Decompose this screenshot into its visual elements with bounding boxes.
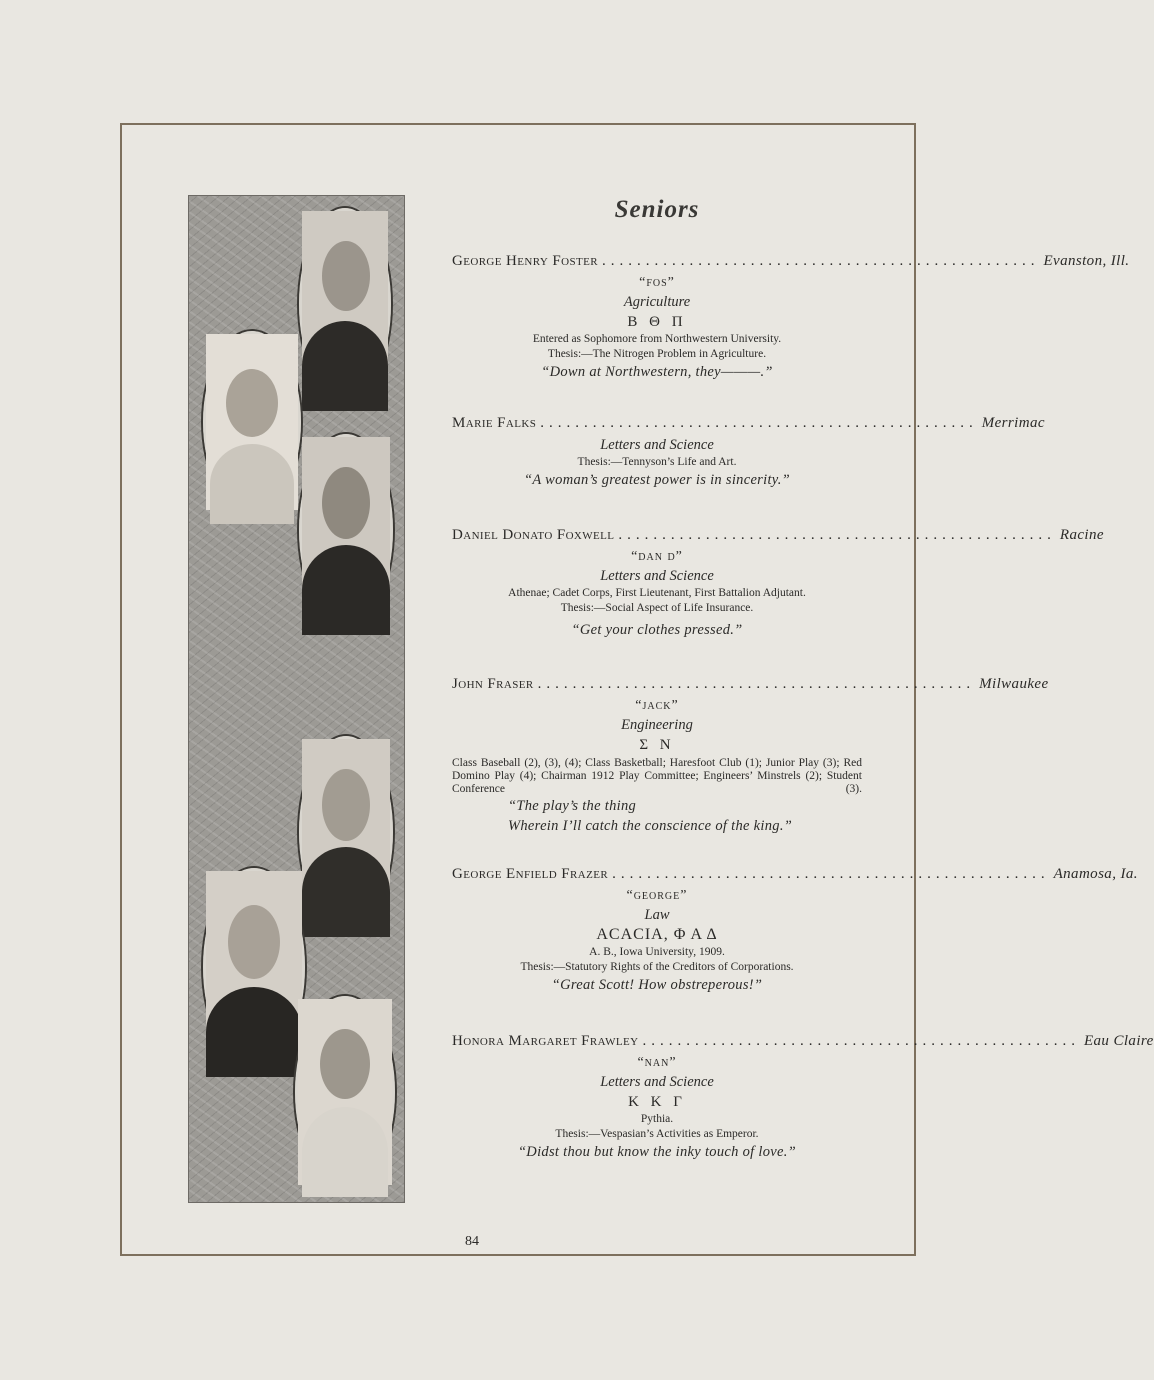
senior-quote: “Great Scott! How obstreperous!” [551, 977, 763, 993]
senior-name: John Fraser [452, 676, 534, 692]
name-line [452, 527, 1104, 547]
page-heading: Seniors [614, 196, 700, 223]
senior-quote: “The play’s the thing [508, 798, 637, 814]
leader-dots: .................................................. [618, 527, 1056, 543]
name-line [452, 253, 1130, 273]
senior-note: Class Baseball (2), (3), (4); Class Basketball; Haresfoot Club (1); Junior Play (3); Red Domino Play (4); Chairman 1912 Play Committee; Engineers’ Minstrels (2); Student Conference (3). [452, 757, 862, 795]
senior-hometown: Eau Claire [1083, 1033, 1154, 1049]
senior-note: A. B., Iowa University, 1909. [589, 946, 725, 958]
senior-nickname: “nan” [637, 1055, 677, 1070]
senior-quote: “Didst thou but know the inky touch of love.” [517, 1144, 797, 1160]
senior-thesis: Thesis:—Vespasian’s Activities as Emperor. [555, 1128, 759, 1140]
senior-thesis: Thesis:—Statutory Rights of the Creditors of Corporations. [520, 961, 794, 973]
senior-note: Pythia. [640, 1113, 674, 1125]
name-line [452, 415, 1045, 435]
senior-entry [452, 676, 1049, 836]
senior-entry [452, 253, 1130, 382]
senior-name: George Enfield Frazer [452, 866, 609, 882]
senior-quote: “A woman’s greatest power is in sincerity.” [524, 472, 790, 488]
senior-name: Honora Margaret Frawley [452, 1033, 639, 1049]
senior-quote: “Down at Northwestern, they———.” [541, 364, 773, 380]
name-line [452, 1033, 1154, 1053]
senior-course: Engineering [621, 717, 693, 733]
portrait-george-enfield-frazer [203, 868, 305, 1066]
senior-course: Law [644, 907, 670, 923]
senior-entry [452, 1033, 1154, 1162]
portrait-collage [188, 195, 405, 1203]
portrait-george-henry-foster [299, 208, 391, 400]
portrait-marie-falks [203, 331, 301, 513]
senior-hometown: Milwaukee [979, 676, 1049, 692]
senior-fraternity: Κ Κ Γ [628, 1094, 686, 1110]
senior-entry [452, 415, 1045, 490]
page-number: 84 [465, 1234, 479, 1249]
senior-hometown: Merrimac [981, 415, 1045, 431]
leader-dots: .................................................. [540, 415, 978, 431]
leader-dots: .................................................. [612, 866, 1050, 882]
senior-entry [452, 866, 1138, 995]
leader-dots: .................................................. [642, 1033, 1080, 1049]
senior-fraternity: Β Θ Π [627, 314, 687, 330]
senior-course: Letters and Science [600, 437, 714, 453]
senior-name: Marie Falks [452, 415, 537, 431]
name-line [452, 676, 1049, 696]
senior-thesis: Thesis:—Tennyson’s Life and Art. [577, 456, 737, 468]
senior-nickname: “jack” [635, 698, 679, 713]
senior-quote: “Get your clothes pressed.” [571, 622, 743, 638]
senior-quote-line-2: Wherein I’ll catch the conscience of the king.” [508, 818, 793, 834]
portrait-john-fraser [299, 736, 393, 928]
leader-dots: .................................................. [601, 253, 1040, 269]
leader-dots: .................................................. [537, 676, 976, 692]
senior-course: Letters and Science [600, 568, 714, 584]
senior-nickname: “george” [626, 888, 688, 903]
senior-thesis: Thesis:—Social Aspect of Life Insurance. [560, 602, 754, 614]
senior-note: Athenae; Cadet Corps, First Lieutenant, First Battalion Adjutant. [508, 587, 806, 599]
senior-nickname: “fos” [639, 275, 675, 290]
senior-course: Agriculture [623, 294, 691, 310]
name-line [452, 866, 1138, 886]
senior-name: George Henry Foster [452, 253, 598, 269]
senior-course: Letters and Science [600, 1074, 714, 1090]
senior-fraternity: ACACIA, Φ Α Δ [596, 926, 718, 943]
portrait-honora-margaret-frawley [295, 996, 395, 1188]
senior-name: Daniel Donato Foxwell [452, 527, 615, 543]
senior-nickname: “dan d” [631, 549, 683, 564]
senior-note: Entered as Sophomore from Northwestern University. [532, 333, 782, 345]
senior-thesis: Thesis:—The Nitrogen Problem in Agriculture. [547, 348, 767, 360]
portrait-daniel-donato-foxwell [299, 434, 393, 626]
senior-hometown: Evanston, Ill. [1043, 253, 1130, 269]
senior-entry [452, 527, 1104, 640]
senior-fraternity: Σ Ν [639, 737, 675, 753]
senior-hometown: Anamosa, Ia. [1053, 866, 1138, 882]
senior-hometown: Racine [1059, 527, 1104, 543]
